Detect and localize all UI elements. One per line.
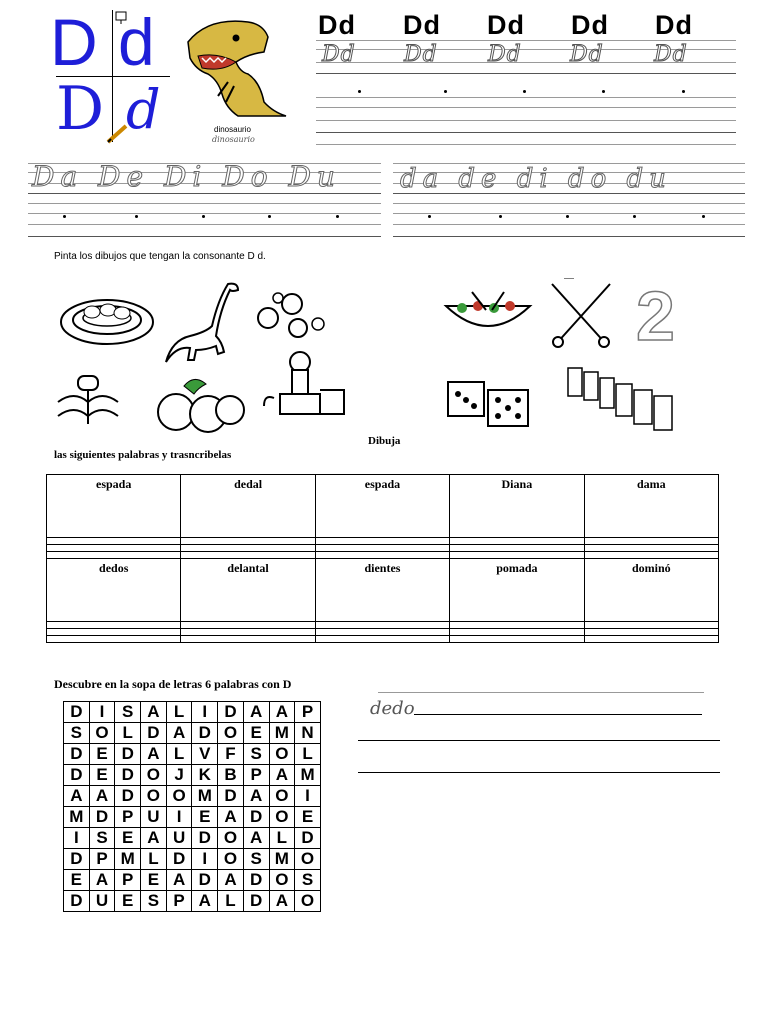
grid-letter[interactable]: D [243, 870, 269, 891]
thimble-flowers-picture [54, 372, 134, 426]
grid-letter[interactable]: D [243, 807, 269, 828]
salad-picture [442, 288, 534, 338]
draw-instruction-right: Dibuja [368, 435, 401, 447]
writing-cell[interactable] [47, 538, 181, 545]
upper-letter: D [50, 5, 98, 79]
writing-cell[interactable] [181, 636, 315, 643]
word-cell[interactable]: dedal [181, 475, 315, 538]
letter-box [50, 5, 174, 144]
word-cell[interactable]: delantal [181, 559, 315, 622]
writing-cell[interactable] [181, 545, 315, 552]
grid-letter[interactable]: E [192, 807, 218, 828]
grid-letter[interactable]: O [218, 723, 244, 744]
draw-instruction-left: las siguientes palabras y trasncribelas [54, 449, 232, 461]
dd-trace-1: Dd [322, 42, 356, 67]
practice-pair-1: Dd [318, 10, 356, 40]
practice-pair-4: Dd [571, 10, 609, 40]
stamp-picture [260, 350, 352, 422]
answer-line-3[interactable] [358, 772, 720, 773]
grid-letter[interactable]: A [269, 891, 295, 912]
grid-letter[interactable]: S [243, 744, 269, 765]
grid-letter[interactable]: O [295, 891, 321, 912]
grid-letter[interactable]: D [89, 807, 115, 828]
grid-letter[interactable]: U [141, 807, 167, 828]
word-cell[interactable]: pomada [450, 559, 584, 622]
grid-letter[interactable]: O [269, 786, 295, 807]
grid-letter[interactable]: O [269, 807, 295, 828]
grid-letter[interactable]: L [295, 744, 321, 765]
grid-letter[interactable]: A [243, 702, 269, 723]
practice-pair-2: Dd [403, 10, 441, 40]
answer-line-1[interactable] [414, 714, 702, 715]
grid-letter[interactable]: M [269, 723, 295, 744]
grid-row [64, 723, 321, 744]
word-cell[interactable]: espada [47, 475, 181, 538]
dd-trace-2: Dd [404, 42, 438, 67]
grid-letter[interactable]: I [89, 702, 115, 723]
answer-example: dedo [370, 698, 415, 719]
writing-cell[interactable] [315, 622, 449, 629]
grid-letter[interactable]: E [64, 870, 90, 891]
writing-cell[interactable] [450, 622, 584, 629]
grid-letter[interactable]: D [64, 744, 90, 765]
lower-letter-cursive: d [126, 78, 161, 141]
grid-letter[interactable]: D [218, 702, 244, 723]
grid-letter[interactable]: I [192, 702, 218, 723]
grid-letter[interactable]: D [218, 786, 244, 807]
grid-letter[interactable]: O [141, 765, 167, 786]
grid-letter[interactable]: S [89, 828, 115, 849]
grid-letter[interactable]: I [192, 849, 218, 870]
word-cell[interactable]: Diana [450, 475, 584, 538]
writing-cell[interactable] [315, 552, 449, 559]
words-row-1 [47, 475, 719, 538]
grid-letter[interactable]: D [243, 891, 269, 912]
writing-row [47, 622, 719, 629]
grid-letter[interactable]: D [115, 786, 141, 807]
grid-row [64, 702, 321, 723]
grid-letter[interactable]: I [166, 807, 192, 828]
grid-letter[interactable]: O [269, 870, 295, 891]
lower-letter: d [118, 5, 155, 79]
grid-letter[interactable]: D [115, 744, 141, 765]
search-instruction: Descubre en la sopa de letras 6 palabras con D [54, 677, 292, 691]
grid-letter[interactable]: K [192, 765, 218, 786]
grid-letter[interactable]: D [166, 849, 192, 870]
grid-letter[interactable]: A [269, 765, 295, 786]
grid-letter[interactable]: L [269, 828, 295, 849]
writing-cell[interactable] [315, 636, 449, 643]
word-cell[interactable]: dientes [315, 559, 449, 622]
grid-letter[interactable]: O [218, 828, 244, 849]
writing-cell[interactable] [584, 545, 718, 552]
grid-letter[interactable]: P [115, 870, 141, 891]
writing-cell[interactable] [584, 629, 718, 636]
writing-cell[interactable] [181, 622, 315, 629]
paint-instruction: Pinta los dibujos que tengan la consonante D d. [54, 251, 266, 262]
writing-cell[interactable] [584, 538, 718, 545]
grid-letter[interactable]: N [295, 723, 321, 744]
grid-letter[interactable]: D [141, 723, 167, 744]
grid-letter[interactable]: L [218, 891, 244, 912]
grid-row [64, 807, 321, 828]
writing-cell[interactable] [47, 552, 181, 559]
writing-cell[interactable] [450, 636, 584, 643]
grid-letter[interactable]: O [218, 849, 244, 870]
writing-cell[interactable] [315, 538, 449, 545]
grid-letter[interactable]: A [141, 828, 167, 849]
practice-pair-5: Dd [655, 10, 693, 40]
writing-cell[interactable] [181, 538, 315, 545]
grid-letter[interactable]: A [192, 891, 218, 912]
writing-row [47, 545, 719, 552]
grid-row [64, 786, 321, 807]
dinosaur-picture [162, 280, 246, 372]
grid-letter[interactable]: D [192, 828, 218, 849]
pencil-icon [106, 122, 130, 144]
grid-letter[interactable]: L [166, 744, 192, 765]
grid-letter[interactable]: M [64, 807, 90, 828]
grid-letter[interactable]: D [115, 765, 141, 786]
dd-trace-3: Dd [488, 42, 522, 67]
writing-cell[interactable] [450, 552, 584, 559]
grid-letter[interactable]: D [192, 723, 218, 744]
grid-row [64, 891, 321, 912]
grid-row [64, 765, 321, 786]
words-row-2 [47, 559, 719, 622]
grid-letter[interactable]: M [295, 765, 321, 786]
grid-letter[interactable]: S [141, 891, 167, 912]
grid-letter[interactable]: S [295, 870, 321, 891]
writing-cell[interactable] [47, 629, 181, 636]
grid-letter[interactable]: D [64, 891, 90, 912]
grid-letter[interactable]: D [192, 870, 218, 891]
grid-letter[interactable]: L [166, 702, 192, 723]
writing-cell[interactable] [181, 552, 315, 559]
grid-letter[interactable]: A [141, 744, 167, 765]
grid-letter[interactable]: U [166, 828, 192, 849]
grid-letter[interactable]: I [295, 786, 321, 807]
grid-letter[interactable]: O [269, 744, 295, 765]
grid-letter[interactable]: E [89, 765, 115, 786]
writing-row [47, 538, 719, 545]
peaches-picture [154, 374, 248, 436]
grid-letter[interactable]: E [141, 870, 167, 891]
grid-letter[interactable]: M [192, 786, 218, 807]
words-table [46, 474, 719, 643]
writing-cell[interactable] [584, 622, 718, 629]
grid-letter[interactable]: U [89, 891, 115, 912]
upper-syllable-trace: Da De Di Do Du [32, 160, 341, 193]
grid-letter[interactable]: D [295, 828, 321, 849]
nest-with-eggs-picture [58, 282, 156, 348]
writing-cell[interactable] [450, 629, 584, 636]
word-cell[interactable]: dedos [47, 559, 181, 622]
practice-pair-3: Dd [487, 10, 525, 40]
answer-line-2[interactable] [358, 740, 720, 741]
grid-letter[interactable]: A [269, 702, 295, 723]
writing-cell[interactable] [450, 538, 584, 545]
grid-letter[interactable]: V [192, 744, 218, 765]
writing-cell[interactable] [181, 629, 315, 636]
writing-row [47, 629, 719, 636]
writing-cell[interactable] [315, 629, 449, 636]
grid-letter[interactable]: L [115, 723, 141, 744]
grid-letter[interactable]: S [243, 849, 269, 870]
writing-row [47, 636, 719, 643]
word-cell[interactable]: dominó [584, 559, 718, 622]
grid-letter[interactable]: S [64, 723, 90, 744]
grid-letter[interactable]: M [269, 849, 295, 870]
grid-letter[interactable]: O [295, 849, 321, 870]
writing-cell[interactable] [584, 636, 718, 643]
dominoes-picture [564, 364, 676, 434]
dice-picture [444, 374, 540, 430]
grid-letter[interactable]: A [218, 807, 244, 828]
writing-cell[interactable] [47, 622, 181, 629]
dd-trace-4: Dd [570, 42, 604, 67]
grid-letter[interactable]: A [166, 723, 192, 744]
grid-letter[interactable]: B [218, 765, 244, 786]
grid-letter[interactable]: O [89, 723, 115, 744]
word-search-grid [63, 701, 321, 912]
grid-letter[interactable]: A [89, 786, 115, 807]
grid-letter[interactable]: J [166, 765, 192, 786]
grid-letter[interactable]: E [115, 891, 141, 912]
dd-trace-5: Dd [654, 42, 688, 67]
grid-letter[interactable]: E [295, 807, 321, 828]
grid-letter[interactable]: A [64, 786, 90, 807]
grid-letter[interactable]: F [218, 744, 244, 765]
grid-row [64, 870, 321, 891]
grid-letter[interactable]: E [89, 744, 115, 765]
grid-letter[interactable]: P [295, 702, 321, 723]
grid-letter[interactable]: E [243, 723, 269, 744]
writing-cell[interactable] [47, 636, 181, 643]
grid-letter[interactable]: A [243, 828, 269, 849]
grid-row [64, 744, 321, 765]
grid-letter[interactable]: A [141, 702, 167, 723]
grid-letter[interactable]: E [115, 828, 141, 849]
grid-letter[interactable]: I [64, 828, 90, 849]
grid-letter[interactable]: P [243, 765, 269, 786]
writing-cell[interactable] [584, 552, 718, 559]
grid-letter[interactable]: A [243, 786, 269, 807]
grid-letter[interactable]: A [166, 870, 192, 891]
lower-syllable-trace: da de di do du [400, 164, 672, 194]
grid-letter[interactable]: D [64, 849, 90, 870]
number-two-picture: 2 [636, 277, 675, 355]
grid-letter[interactable]: P [89, 849, 115, 870]
writing-row [47, 552, 719, 559]
grid-letter[interactable]: O [141, 786, 167, 807]
grid-letter[interactable]: D [64, 765, 90, 786]
writing-cell[interactable] [47, 545, 181, 552]
writing-cell[interactable] [315, 545, 449, 552]
word-cell[interactable]: dama [584, 475, 718, 538]
grid-letter[interactable]: M [115, 849, 141, 870]
image-caption-cursive: dinosaurio [212, 135, 255, 144]
coins-picture [252, 290, 328, 342]
grid-letter[interactable]: S [115, 702, 141, 723]
grid-letter[interactable]: L [141, 849, 167, 870]
answer-line-top [378, 692, 704, 693]
image-caption: dinosaurio [214, 125, 251, 134]
word-cell[interactable]: espada [315, 475, 449, 538]
grid-row [64, 828, 321, 849]
swords-picture [546, 278, 616, 356]
upper-letter-cursive: D [56, 74, 105, 144]
grid-letter[interactable]: A [218, 870, 244, 891]
grid-letter[interactable]: D [64, 702, 90, 723]
writing-cell[interactable] [450, 545, 584, 552]
grid-letter[interactable]: P [166, 891, 192, 912]
grid-letter[interactable]: P [115, 807, 141, 828]
dinosaur-illustration [178, 12, 290, 124]
grid-row [64, 849, 321, 870]
grid-letter[interactable]: A [89, 870, 115, 891]
flag-icon [114, 10, 128, 24]
grid-letter[interactable]: O [166, 786, 192, 807]
